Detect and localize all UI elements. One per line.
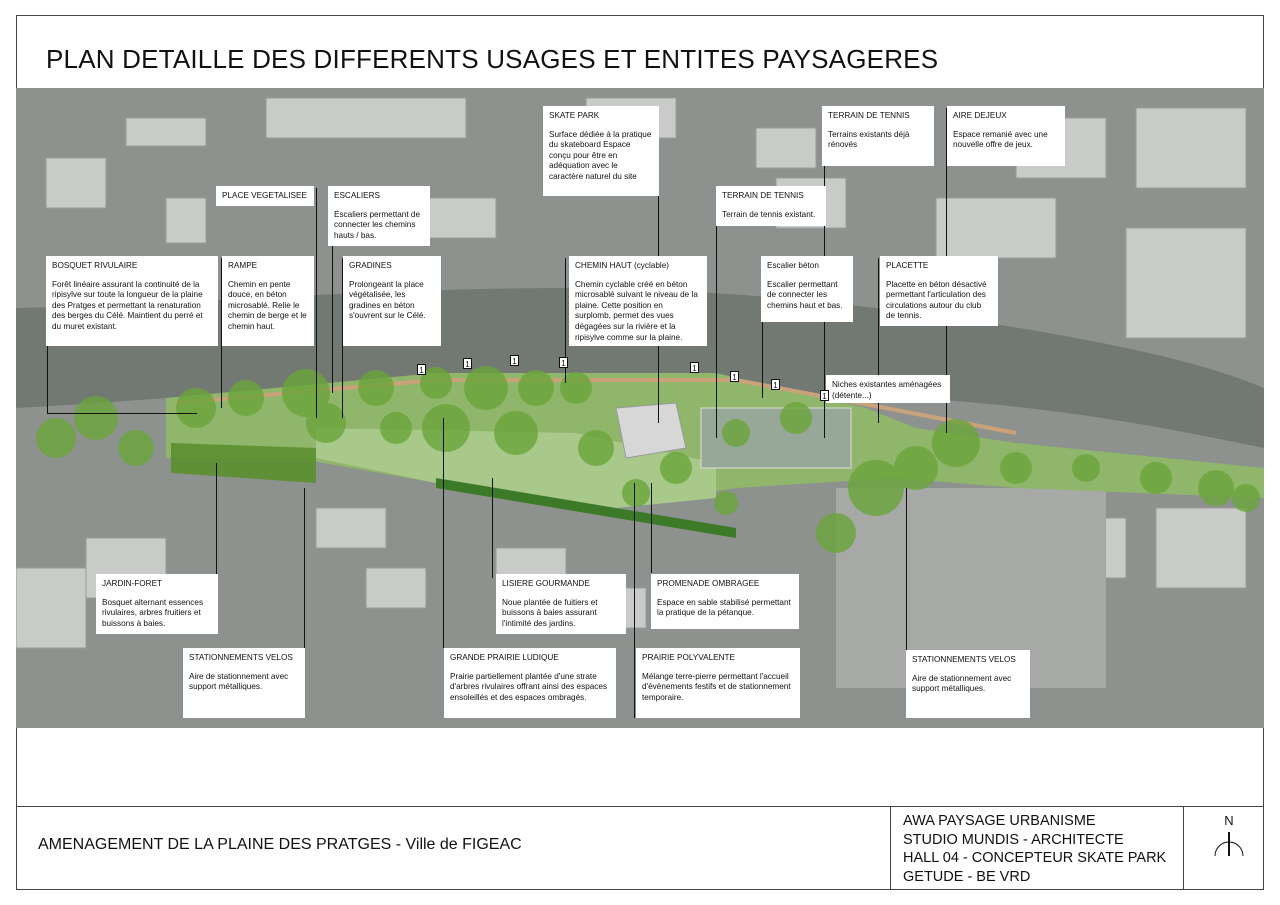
callout-terrain-tennis-2: TERRAIN DE TENNIS Terrain de tennis existant. [716, 186, 826, 226]
north-arrow-icon [1213, 813, 1245, 861]
callout-place-vegetalisee: PLACE VEGETALISEE [216, 186, 314, 206]
site-plan-map [16, 88, 1264, 728]
stair-marker: 1 [730, 371, 739, 382]
callout-niches: Niches existantes aménagées (détente...) [826, 375, 950, 403]
callout-jardin-foret: JARDIN-FORET Bosquet alternant essences rivulaires, arbres fruitiers et buissons à baies. [96, 574, 218, 634]
footer-divider [16, 806, 1264, 807]
stair-marker: 1 [463, 358, 472, 369]
page-title: PLAN DETAILLE DES DIFFERENTS USAGES ET ENTITES PAYSAGERES [46, 44, 939, 74]
callout-grande-prairie: GRANDE PRAIRIE LUDIQUE Prairie partiellement plantée d'une strate d'arbres rivulaires offrant ainsi des espaces ensoleillés et des espaces ombragés. [444, 648, 616, 718]
credit-line: STUDIO MUNDIS - ARCHITECTE [903, 831, 1124, 848]
callout-bosquet-rivulaire: BOSQUET RIVULAIRE Forêt linéaire assurant la continuité de la ripisylve sur toute la longueur de la plaine des Pratges et permettant la renaturation des berges du Célé. Maintient du perré et du muret existant. [46, 256, 218, 346]
callout-escaliers: ESCALIERS Escaliers permettant de connecter les chemins hauts / bas. [328, 186, 430, 246]
stair-marker: 1 [771, 379, 780, 390]
callout-terrain-tennis-1: TERRAIN DE TENNIS Terrains existants déjà rénovés [822, 106, 934, 166]
callout-aire-dejeux: AIRE DEJEUX Espace remanié avec une nouvelle offre de jeux. [947, 106, 1065, 166]
footer-divider-2 [1183, 806, 1184, 890]
credit-line: GETUDE - BE VRD [903, 868, 1031, 885]
credit-line: HALL 04 - CONCEPTEUR SKATE PARK [903, 850, 1167, 866]
callout-prairie-polyvalente: PRAIRIE POLYVALENTE Mélange terre-pierre permettant l'accueil d'évènements festifs et de stationnement temporaire. [636, 648, 800, 718]
credits-block [903, 812, 1166, 886]
project-title: AMENAGEMENT DE LA PLAINE DES PRATGES - Ville de FIGEAC [38, 836, 522, 853]
stair-marker: 1 [690, 362, 699, 373]
stair-marker: 1 [417, 364, 426, 375]
callout-escalier-beton: Escalier béton Escalier permettant de connecter les chemins haut et bas. [761, 256, 853, 322]
callout-skate-park: SKATE PARK Surface dédiée à la pratique du skateboard Espace conçu pour être en adéquation avec le caractère naturel du site [543, 106, 659, 196]
callout-stationnements-velos-2: STATIONNEMENTS VELOS Aire de stationnement avec support métalliques. [906, 650, 1030, 718]
credit-line: AWA PAYSAGE URBANISME [903, 813, 1096, 829]
callout-lisiere-gourmande: LISIERE GOURMANDE Noue plantée de fuitiers et buissons à baies assurant l'intimité des jardins. [496, 574, 626, 634]
footer-divider-1 [890, 806, 891, 890]
callout-placette: PLACETTE Placette en béton désactivé permettant l'articulation des circulations autour du club de tennis. [880, 256, 998, 326]
stair-marker: 1 [820, 390, 829, 401]
callout-promenade-ombragee: PROMENADE OMBRAGEE Espace en sable stabilisé permettant la pratique de la pétanque. [651, 574, 799, 629]
stair-marker: 1 [510, 355, 519, 366]
north-symbol [1213, 828, 1245, 858]
callout-gradines: GRADINES Prolongeant la place végétalisée, les gradines en béton s'ouvrent sur le Célé. [343, 256, 441, 346]
callout-chemin-haut: CHEMIN HAUT (cyclable) Chemin cyclable créé en béton microsablé suivant le niveau de la plaine. Cette position en surplomb, permet des vues dégagées sur la rivière et la ripisylve comme sur la plaine. [569, 256, 707, 346]
stair-marker: 1 [559, 357, 568, 368]
callout-stationnements-velos-1: STATIONNEMENTS VELOS Aire de stationnement avec support métalliques. [183, 648, 305, 718]
callout-rampe: RAMPE Chemin en pente douce, en béton microsablé. Relie le chemin de berge et le chemin haut. [222, 256, 314, 346]
north-label: N [1224, 813, 1234, 828]
